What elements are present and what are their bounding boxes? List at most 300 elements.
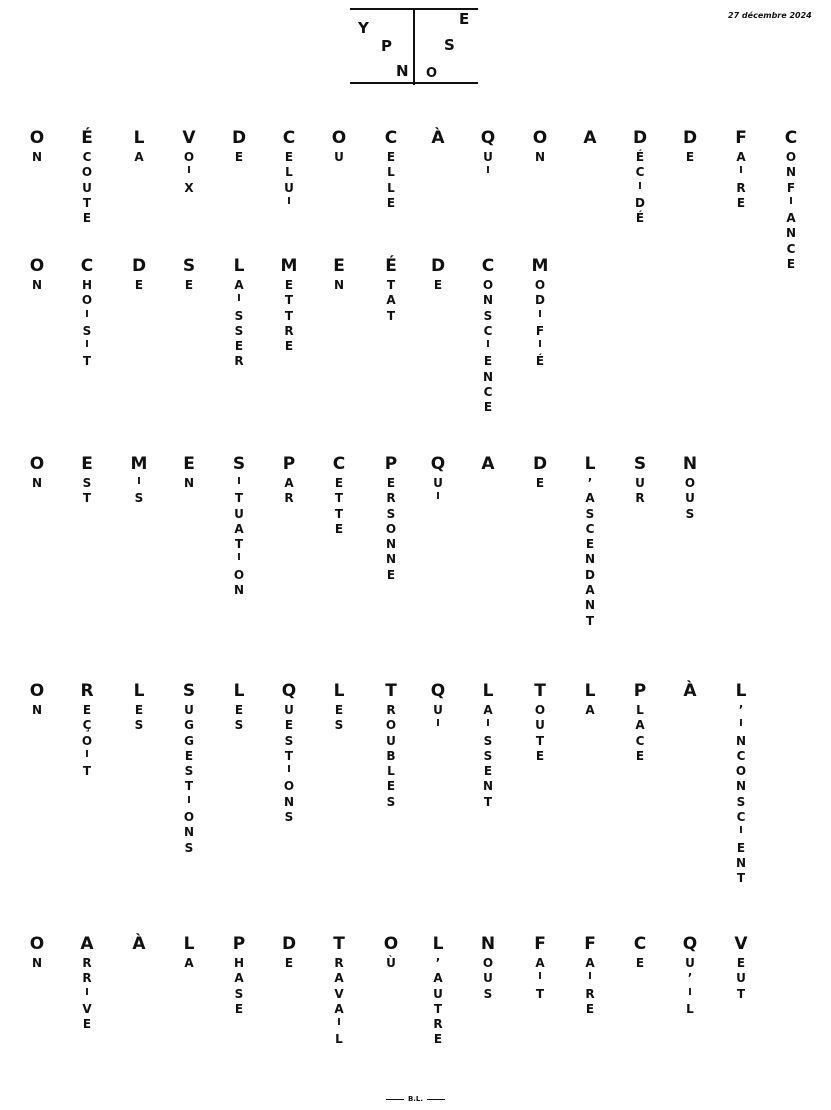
letter: T (386, 278, 396, 292)
letter: Ù (386, 956, 396, 970)
letter: É (535, 354, 545, 369)
letter: E (433, 278, 443, 292)
vertical-word (475, 456, 501, 477)
letter: R (284, 323, 294, 338)
letter: E (535, 748, 545, 763)
letter: T (284, 748, 294, 763)
vertical-word (527, 258, 553, 371)
letter: I (436, 718, 440, 730)
letter: U (433, 703, 443, 717)
letter: U (284, 180, 294, 195)
vertical-word (126, 258, 152, 294)
logo-letter: N (396, 62, 409, 80)
letter: I (486, 718, 490, 730)
letter: S (386, 794, 396, 809)
letter: O (534, 278, 546, 292)
letter: T (184, 779, 194, 794)
vertical-word (577, 456, 603, 630)
letter: I (538, 308, 542, 320)
letter: R (386, 703, 396, 717)
letter: U (234, 506, 244, 521)
letter: I (85, 339, 89, 351)
vertical-word (226, 683, 252, 735)
letter: E (483, 400, 493, 415)
letter: M (130, 454, 148, 474)
letter: I (287, 195, 291, 207)
letter: E (134, 703, 144, 717)
letter: T (736, 986, 746, 1001)
letter: V (734, 934, 748, 954)
letter: P (633, 681, 647, 701)
letter: E (386, 779, 396, 794)
signature (0, 1095, 831, 1103)
vertical-word (24, 130, 50, 166)
letter: C (786, 241, 796, 256)
letter: C (332, 454, 346, 474)
vertical-word (627, 130, 653, 227)
letter: R (80, 681, 94, 701)
letter: L (387, 165, 395, 180)
letter: N (482, 293, 494, 308)
letter: N (480, 934, 496, 954)
vertical-word (677, 936, 703, 1018)
letter: O (785, 150, 797, 164)
letter: N (183, 825, 195, 840)
letter: B (386, 748, 396, 763)
letter: F (786, 180, 796, 195)
letter: P (384, 454, 398, 474)
vertical-word (326, 936, 352, 1049)
vertical-word (577, 683, 603, 719)
letter: E (535, 476, 545, 490)
letter: N (735, 733, 747, 748)
letter: U (433, 476, 443, 490)
letter: R (433, 1017, 443, 1032)
letter: A (481, 454, 495, 474)
vertical-word (677, 456, 703, 523)
letter: É (635, 150, 645, 164)
letter: I (187, 165, 191, 177)
vertical-word (74, 258, 100, 371)
letter: S (483, 986, 493, 1001)
letter: A (585, 491, 595, 506)
letter: O (183, 810, 195, 825)
letter: N (682, 454, 698, 474)
letter: S (585, 506, 595, 521)
letter: S (232, 454, 246, 474)
vertical-word (276, 683, 302, 826)
letter: U (82, 180, 92, 195)
letter: A (134, 150, 144, 164)
letter: I (486, 165, 490, 177)
vertical-word (74, 683, 100, 780)
letter: S (234, 718, 244, 733)
letter: R (82, 956, 92, 970)
letter: I (287, 764, 291, 776)
letter: I (538, 971, 542, 983)
letter: I (337, 1017, 341, 1029)
letter: O (29, 681, 45, 701)
letter: A (234, 278, 244, 292)
letter: E (284, 339, 294, 354)
letter: F (735, 128, 747, 148)
letter: I (739, 718, 743, 730)
letter: D (585, 567, 595, 582)
letter: C (635, 733, 645, 748)
letter: T (535, 986, 545, 1001)
letter: L (285, 165, 293, 180)
letter: E (183, 454, 195, 474)
letter: E (234, 703, 244, 717)
letter: S (633, 454, 647, 474)
letter: N (385, 537, 397, 552)
letter: I (739, 825, 743, 837)
letter: T (535, 733, 545, 748)
letter: I (137, 476, 141, 487)
vertical-word (425, 936, 451, 1049)
vertical-word (24, 683, 50, 719)
letter: Q (281, 681, 297, 701)
letter: M (531, 256, 549, 276)
vertical-word (176, 683, 202, 857)
letter: E (483, 354, 493, 369)
vertical-word (24, 936, 50, 972)
letter: D (131, 256, 147, 276)
letter: E (184, 278, 194, 292)
letter: A (433, 971, 443, 986)
letter: O (29, 454, 45, 474)
letter: D (430, 256, 446, 276)
letter: R (736, 180, 746, 195)
letter: C (736, 748, 746, 763)
letter: L (636, 703, 644, 717)
letter: C (784, 128, 798, 148)
vertical-word (176, 456, 202, 492)
vertical-word (378, 130, 404, 212)
letter: A (334, 1001, 344, 1016)
letter: N (385, 552, 397, 567)
letter: T (334, 491, 344, 506)
letter: S (483, 733, 493, 748)
letter: T (534, 681, 546, 701)
vertical-word (226, 130, 252, 166)
letter: A (583, 128, 597, 148)
vertical-word (475, 936, 501, 1003)
letter: T (284, 293, 294, 308)
letter: S (134, 718, 144, 733)
letter: L (735, 681, 747, 701)
letter: A (334, 971, 344, 986)
letter: O (735, 764, 747, 779)
letter: E (585, 537, 595, 552)
letter: A (736, 150, 746, 164)
letter: À (683, 681, 697, 701)
letter: A (234, 971, 244, 986)
logo-letter: E (459, 10, 470, 28)
letter: E (386, 195, 396, 210)
vertical-word (276, 258, 302, 355)
letter: I (85, 748, 89, 760)
vertical-word (425, 456, 451, 508)
vertical-word (577, 130, 603, 151)
letter: N (785, 165, 797, 180)
letter: E (433, 1032, 443, 1047)
letter: F (584, 934, 596, 954)
letter: S (386, 506, 396, 521)
letter: T (82, 491, 92, 506)
letter: E (234, 1001, 244, 1016)
vertical-word (378, 258, 404, 325)
letter: O (532, 128, 548, 148)
vertical-word (326, 456, 352, 538)
letter: R (334, 956, 344, 970)
letter: S (483, 308, 493, 323)
letter: U (483, 150, 493, 164)
letter: T (334, 506, 344, 521)
letter: E (134, 278, 144, 292)
letter: N (735, 779, 747, 794)
letter: I (187, 794, 191, 806)
letter: E (334, 476, 344, 490)
letter: U (334, 150, 344, 164)
letter: C (481, 256, 495, 276)
vertical-word (577, 936, 603, 1018)
logo-letter: Y (358, 19, 369, 37)
letter: E (685, 150, 695, 164)
letter: T (585, 613, 595, 628)
vertical-word (24, 456, 50, 492)
letter: D (682, 128, 698, 148)
letter: U (386, 733, 396, 748)
vertical-word (778, 130, 804, 273)
letter: A (483, 703, 493, 717)
letter: C (633, 934, 647, 954)
letter: D (532, 454, 548, 474)
letter: T (385, 681, 397, 701)
letter: C (736, 810, 746, 825)
letter: I (538, 339, 542, 351)
letter: ’ (738, 703, 744, 717)
letter: F (535, 323, 545, 338)
vertical-word (627, 683, 653, 765)
letter: S (184, 764, 194, 779)
letter: I (638, 180, 642, 192)
letter: H (81, 278, 93, 292)
letter: S (234, 323, 244, 338)
letter: C (635, 165, 645, 180)
letter: R (635, 491, 645, 506)
vertical-word (226, 456, 252, 599)
letter: U (433, 986, 443, 1001)
vertical-word (176, 936, 202, 972)
letter: X (184, 180, 194, 195)
vertical-word (226, 936, 252, 1018)
vertical-word (176, 130, 202, 197)
letter: À (132, 934, 146, 954)
letter: C (80, 256, 94, 276)
letter: V (82, 1001, 92, 1016)
letter: S (134, 491, 144, 506)
letter: É (81, 128, 93, 148)
letter: A (585, 956, 595, 970)
letter: N (482, 779, 494, 794)
letter: S (184, 840, 194, 855)
vertical-word (378, 936, 404, 972)
letter: L (584, 454, 596, 474)
vertical-word (126, 936, 152, 957)
letter: R (284, 491, 294, 506)
letter: L (233, 256, 245, 276)
letter: E (82, 703, 92, 717)
letter: U (535, 718, 545, 733)
letter: O (29, 934, 45, 954)
letter: I (237, 476, 241, 487)
letter: R (234, 354, 244, 369)
letter: R (386, 491, 396, 506)
letter: U (736, 971, 746, 986)
vertical-word (326, 130, 352, 166)
letter: L (584, 681, 596, 701)
letter: A (80, 934, 94, 954)
letter: L (387, 180, 395, 195)
vertical-word (176, 258, 202, 294)
letter: O (534, 703, 546, 717)
letter: U (284, 703, 294, 717)
letter: O (233, 567, 245, 582)
letter: L (133, 681, 145, 701)
letter: À (431, 128, 445, 148)
letter: É (635, 211, 645, 226)
letter: I (688, 986, 692, 998)
letter: E (483, 764, 493, 779)
letter: A (184, 956, 194, 970)
letter: E (334, 703, 344, 717)
letter: E (334, 521, 344, 536)
letter: U (685, 491, 695, 506)
letter: V (182, 128, 196, 148)
letter: C (82, 150, 92, 164)
letter: T (736, 871, 746, 886)
vertical-word (677, 683, 703, 704)
letter: E (184, 748, 194, 763)
letter: P (232, 934, 246, 954)
vertical-word (728, 683, 754, 888)
letter: E (386, 476, 396, 490)
letter: P (282, 454, 296, 474)
letter: L (387, 764, 395, 779)
letter: N (333, 278, 345, 292)
letter: N (233, 583, 245, 598)
letter: S (234, 308, 244, 323)
vertical-word (527, 936, 553, 1003)
letter: U (184, 703, 194, 717)
letter: S (685, 506, 695, 521)
letter: N (534, 150, 546, 164)
letter: S (334, 718, 344, 733)
letter: I (486, 339, 490, 351)
letter: I (436, 491, 440, 503)
letter: E (82, 211, 92, 226)
letter: N (785, 226, 797, 241)
letter: E (736, 840, 746, 855)
letter: E (386, 150, 396, 164)
vertical-word (378, 456, 404, 584)
letter: O (81, 293, 93, 308)
vertical-word (527, 683, 553, 765)
letter: I (789, 195, 793, 207)
letter: T (433, 1001, 443, 1016)
letter: Q (682, 934, 698, 954)
letter: A (284, 476, 294, 490)
vertical-word (276, 456, 302, 508)
letter: O (482, 278, 494, 292)
letter: S (284, 733, 294, 748)
letter: O (283, 779, 295, 794)
letter: S (284, 810, 294, 825)
letter: E (234, 150, 244, 164)
letter: S (82, 476, 92, 490)
letter: O (81, 165, 93, 180)
letter: E (81, 454, 93, 474)
vertical-word (24, 258, 50, 294)
letter: L (183, 934, 195, 954)
letter: A (234, 521, 244, 536)
letter: U (685, 956, 695, 970)
vertical-word (326, 258, 352, 294)
letter: I (85, 986, 89, 998)
signature-text: B.L. (407, 1095, 424, 1103)
letter: O (385, 521, 397, 536)
letter: Q (430, 681, 446, 701)
vertical-word (126, 130, 152, 166)
letter: D (281, 934, 297, 954)
letter: C (483, 323, 493, 338)
letter: O (81, 733, 93, 748)
letter: O (684, 476, 696, 490)
letter: E (284, 150, 294, 164)
vertical-word (74, 936, 100, 1033)
letter: S (182, 681, 196, 701)
letter: I (739, 165, 743, 177)
letter: S (234, 986, 244, 1001)
vertical-word (627, 456, 653, 508)
logo-letter: S (444, 36, 455, 54)
letter: O (482, 956, 494, 970)
letter: G (184, 733, 194, 748)
letter: N (31, 278, 43, 292)
letter: I (237, 293, 241, 305)
letter: N (183, 476, 195, 490)
letter: I (237, 552, 241, 564)
vertical-word (425, 683, 451, 735)
date: 27 décembre 2024 (728, 11, 812, 20)
letter: A (635, 718, 645, 733)
letter: E (234, 339, 244, 354)
letter: L (233, 681, 245, 701)
letter: L (686, 1001, 694, 1016)
letter: I (588, 971, 592, 983)
letter: O (29, 128, 45, 148)
letter: T (82, 354, 92, 369)
letter: U (483, 971, 493, 986)
letter: C (483, 385, 493, 400)
letter: L (333, 681, 345, 701)
letter: L (133, 128, 145, 148)
vertical-word (527, 130, 553, 166)
letter: N (735, 855, 747, 870)
letter: G (184, 718, 194, 733)
letter: A (585, 583, 595, 598)
